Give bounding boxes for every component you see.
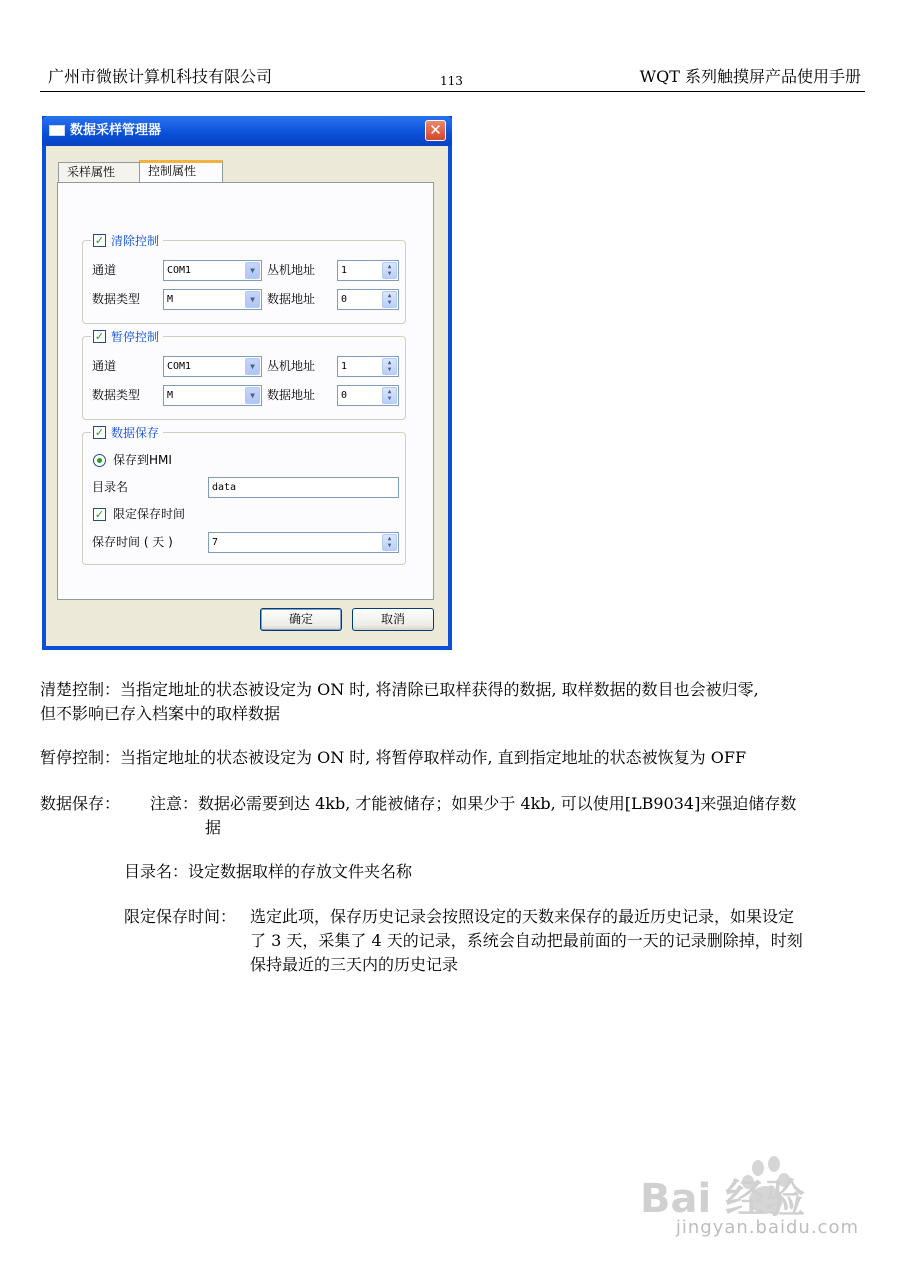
watermark-logo-text: Bai 经验 — [640, 1176, 806, 1222]
data-type-value: M — [167, 294, 174, 305]
chevron-down-icon[interactable]: ▼ — [245, 387, 260, 404]
clear-control-title: 清除控制 — [111, 233, 160, 248]
spinner-arrows-icon[interactable]: ▲ ▼ — [382, 534, 397, 551]
limit-save-time-checkbox[interactable]: ✓ — [94, 508, 105, 521]
limit-time-label: 限定保存时间： — [124, 907, 237, 926]
data-address-spinner[interactable] — [337, 385, 399, 406]
spinner-arrows-icon[interactable]: ▲ ▼ — [382, 291, 397, 308]
slave-address-value: 1 — [341, 265, 348, 276]
data-address-spinner[interactable] — [337, 289, 399, 310]
cancel-button[interactable]: 取消 — [352, 608, 434, 631]
data-save-label: 数据保存： — [40, 794, 121, 813]
save-days-spinner[interactable] — [208, 532, 399, 553]
chevron-down-icon[interactable]: ▼ — [245, 262, 260, 279]
data-save-desc-line2: 据 — [205, 818, 222, 837]
data-type-label: 数据类型 — [92, 292, 141, 306]
header-rule — [40, 91, 865, 92]
close-icon[interactable]: ✕ — [425, 120, 446, 141]
data-address-value: 0 — [341, 390, 348, 401]
window-icon — [49, 125, 65, 136]
slave-address-spinner[interactable] — [337, 260, 399, 281]
clear-control-group — [82, 233, 406, 324]
slave-address-label: 丛机地址 — [267, 359, 316, 373]
pause-control-checkbox[interactable]: ✓ — [94, 329, 105, 343]
data-type-value: M — [167, 390, 174, 401]
chevron-down-icon[interactable]: ▼ — [245, 358, 260, 375]
tab-panel — [57, 182, 434, 600]
pause-control-title: 暂停控制 — [111, 329, 160, 344]
tab-sampling-properties[interactable]: 采样属性 — [58, 162, 140, 182]
data-save-desc-line1: 注意：数据必需要到达 4kb, 才能被储存；如果少于 4kb, 可以使用[LB9034]来强迫储存数 — [150, 794, 797, 813]
data-address-label: 数据地址 — [267, 388, 316, 402]
directory-input[interactable]: data — [208, 477, 399, 498]
dialog-title: 数据采样管理器 — [70, 123, 162, 138]
pause-control-group — [82, 329, 406, 420]
spinner-arrows-icon[interactable]: ▲ ▼ — [382, 387, 397, 404]
data-address-label: 数据地址 — [267, 292, 316, 306]
channel-label: 通道 — [92, 359, 117, 373]
data-sampling-dialog — [42, 116, 452, 650]
limit-save-time-label: 限定保存时间 — [113, 507, 186, 521]
slave-address-label: 丛机地址 — [267, 263, 316, 277]
spinner-arrows-icon[interactable]: ▲ ▼ — [382, 262, 397, 279]
header-manual-title: WQT 系列触摸屏产品使用手册 — [639, 67, 861, 86]
clear-control-checkbox[interactable]: ✓ — [94, 233, 105, 247]
save-to-hmi-label: 保存到HMI — [113, 453, 172, 467]
data-address-value: 0 — [341, 294, 348, 305]
directory-desc: 目录名：设定数据取样的存放文件夹名称 — [124, 862, 413, 881]
page-number: 113 — [440, 74, 463, 88]
data-type-select[interactable] — [163, 385, 262, 406]
data-save-checkbox[interactable]: ✓ — [94, 425, 105, 439]
channel-value: COM1 — [167, 361, 192, 372]
save-to-hmi-radio[interactable] — [93, 454, 106, 467]
limit-time-desc-line3: 保持最近的三天内的历史记录 — [250, 955, 459, 974]
dialog-titlebar — [42, 116, 452, 146]
limit-time-desc-line2: 了 3 天，采集了 4 天的记录，系统会自动把最前面的一天的记录删除掉，时刻 — [250, 931, 803, 950]
ok-button[interactable]: 确定 — [260, 608, 342, 631]
header-company: 广州市微嵌计算机科技有限公司 — [48, 67, 273, 86]
data-type-select[interactable] — [163, 289, 262, 310]
slave-address-value: 1 — [341, 361, 348, 372]
spinner-arrows-icon[interactable]: ▲ ▼ — [382, 358, 397, 375]
directory-label: 目录名 — [92, 480, 129, 494]
pause-control-desc: 暂停控制：当指定地址的状态被设定为 ON 时, 将暂停取样动作, 直到指定地址的状态被恢复为 OFF — [40, 748, 747, 767]
chevron-down-icon[interactable]: ▼ — [245, 291, 260, 308]
clear-control-desc-line1: 清楚控制：当指定地址的状态被设定为 ON 时, 将清除已取样获得的数据, 取样数据的数目也会被归零, — [40, 680, 759, 699]
data-save-group — [82, 425, 406, 565]
data-save-title: 数据保存 — [111, 425, 160, 440]
channel-label: 通道 — [92, 263, 117, 277]
channel-select[interactable] — [163, 356, 262, 377]
clear-control-desc-line2: 但不影响已存入档案中的取样数据 — [40, 704, 281, 723]
slave-address-spinner[interactable] — [337, 356, 399, 377]
save-days-label: 保存时间 ( 天 ) — [92, 535, 173, 549]
data-type-label: 数据类型 — [92, 388, 141, 402]
dialog-client — [46, 146, 448, 646]
watermark-url: jingyan.baidu.com — [675, 1217, 859, 1238]
channel-select[interactable] — [163, 260, 262, 281]
tab-control-properties[interactable]: 控制属性 — [139, 160, 223, 182]
limit-time-desc-line1: 选定此项，保存历史记录会按照设定的天数来保存的最近历史记录，如果设定 — [250, 907, 795, 926]
save-days-value: 7 — [212, 537, 219, 548]
channel-value: COM1 — [167, 265, 192, 276]
